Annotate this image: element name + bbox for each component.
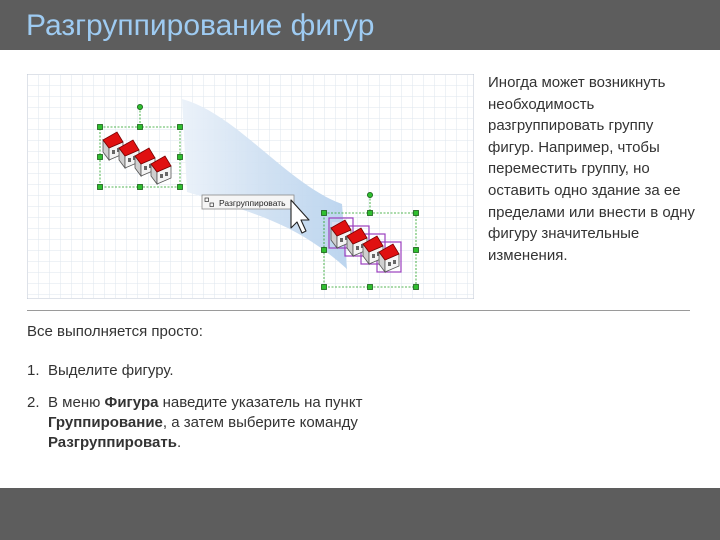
list-number: 2. (27, 394, 40, 411)
list-item-text: Выделите фигуру. (48, 362, 174, 379)
step-text: В меню (48, 394, 105, 411)
menu-item-label: Разгруппировать (219, 198, 286, 208)
instructions-intro: Все выполняется просто: (27, 323, 203, 340)
footer-bar (0, 488, 720, 540)
divider (27, 310, 690, 311)
step-text: , а затем выберите команду (162, 414, 358, 431)
menu-name-shape: Фигура (104, 394, 159, 411)
step-text: . (176, 434, 182, 451)
list-number: 1. (27, 362, 40, 379)
step-text: наведите указатель на пункт (158, 394, 363, 411)
menu-item-grouping: Группирование (48, 414, 163, 431)
title-bar (0, 0, 720, 50)
context-menu-item (202, 195, 294, 209)
side-description: Иногда может возникнуть необходимость разгруппировать группу фигур. Например, чтобы переместить группу, но оставить одно здание за ее пределами или внести в одну фигуру значительные изменения. (488, 74, 695, 264)
command-ungroup: Разгруппировать (48, 434, 177, 451)
slide-title: Разгруппирование фигур (26, 9, 375, 42)
list-item (27, 393, 457, 453)
instructions (27, 322, 457, 465)
list-item (27, 361, 457, 381)
ungroup-illustration (27, 74, 474, 299)
